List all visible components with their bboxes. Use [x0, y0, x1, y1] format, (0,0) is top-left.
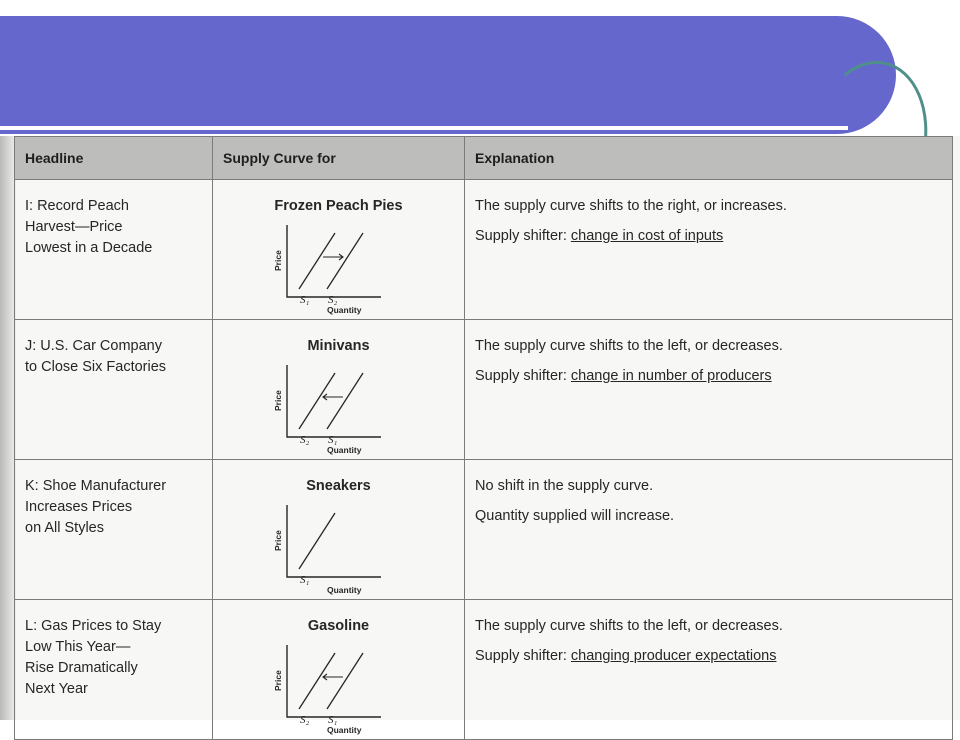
shifter-value: change in number of producers [570, 368, 772, 384]
scanned-table-image [0, 136, 960, 735]
supply-curve-label: S₂ [300, 714, 310, 726]
shifter-label: Supply shifter: [475, 648, 567, 664]
supply-curve-label: S₁ [328, 434, 338, 446]
x-axis-label: Quantity [327, 585, 362, 595]
headline-text: L: Gas Prices to Stay Low This Year— Rise Dramatically Next Year [25, 618, 162, 697]
supply-graph [259, 359, 389, 459]
graph-cell [213, 600, 465, 740]
headline-cell [15, 600, 213, 740]
explanation-text: No shift in the supply curve. [475, 478, 654, 494]
explanation-text-2: Quantity supplied will increase. [475, 508, 675, 524]
y-axis-label: Price [273, 250, 283, 271]
slide-title-band [0, 16, 896, 134]
x-axis-label: Quantity [327, 445, 362, 455]
good-title: Gasoline [307, 618, 370, 634]
supply-graph [259, 639, 389, 739]
supply-shift-table [14, 136, 953, 740]
supply-curve-label: S₁ [328, 714, 338, 726]
header-supply-curve: Supply Curve for [213, 137, 465, 180]
graph-cell [213, 320, 465, 460]
supply-curve-label: S₂ [328, 294, 338, 306]
supply-curve-line [299, 233, 335, 289]
y-axis-label: Price [273, 670, 283, 691]
supply-curve-line [299, 513, 335, 569]
headline-text: I: Record Peach Harvest—Price Lowest in a Decade [25, 198, 153, 256]
table-row [15, 460, 953, 600]
supply-shifter-line [475, 646, 942, 667]
supply-curve-line [327, 373, 363, 429]
x-axis-label: Quantity [327, 725, 362, 735]
good-title: Minivans [307, 338, 370, 354]
header-headline: Headline [15, 137, 213, 180]
supply-curve-label: S₁ [300, 574, 310, 586]
shifter-value: changing producer expectations [570, 648, 777, 664]
explanation-cell [465, 460, 953, 600]
supply-shifter-line [475, 366, 942, 387]
explanation-cell [465, 180, 953, 320]
shifter-label: Supply shifter: [475, 228, 567, 244]
supply-curve-line [299, 373, 335, 429]
explanation-text: The supply curve shifts to the left, or decreases. [475, 338, 783, 354]
supply-curve-label: S₁ [300, 294, 310, 306]
explanation-cell [465, 600, 953, 740]
graph-cell [213, 460, 465, 600]
explanation-text: The supply curve shifts to the right, or increases. [475, 198, 787, 214]
good-title: Frozen Peach Pies [274, 198, 403, 214]
table-row [15, 600, 953, 740]
good-title: Sneakers [306, 478, 371, 494]
supply-curve-line [299, 653, 335, 709]
table-header-row [15, 137, 953, 180]
y-axis-label: Price [273, 530, 283, 551]
header-explanation: Explanation [465, 137, 953, 180]
table-row [15, 320, 953, 460]
supply-curve-label: S₂ [300, 434, 310, 446]
supply-graph [259, 499, 389, 599]
supply-curve-line [327, 653, 363, 709]
supply-graph [259, 219, 389, 319]
x-axis-label: Quantity [327, 305, 362, 315]
shifter-value: change in cost of inputs [570, 228, 724, 244]
supply-curve-line [327, 233, 363, 289]
headline-text: J: U.S. Car Company to Close Six Factories [25, 338, 167, 375]
headline-cell [15, 460, 213, 600]
graph-cell [213, 180, 465, 320]
headline-text: K: Shoe Manufacturer Increases Prices on All Styles [25, 478, 167, 536]
headline-cell [15, 320, 213, 460]
headline-cell [15, 180, 213, 320]
table-row [15, 180, 953, 320]
explanation-text: The supply curve shifts to the left, or decreases. [475, 618, 783, 634]
supply-shifter-line [475, 226, 942, 247]
y-axis-label: Price [273, 390, 283, 411]
explanation-cell [465, 320, 953, 460]
slide-divider [0, 126, 848, 130]
shifter-label: Supply shifter: [475, 368, 567, 384]
